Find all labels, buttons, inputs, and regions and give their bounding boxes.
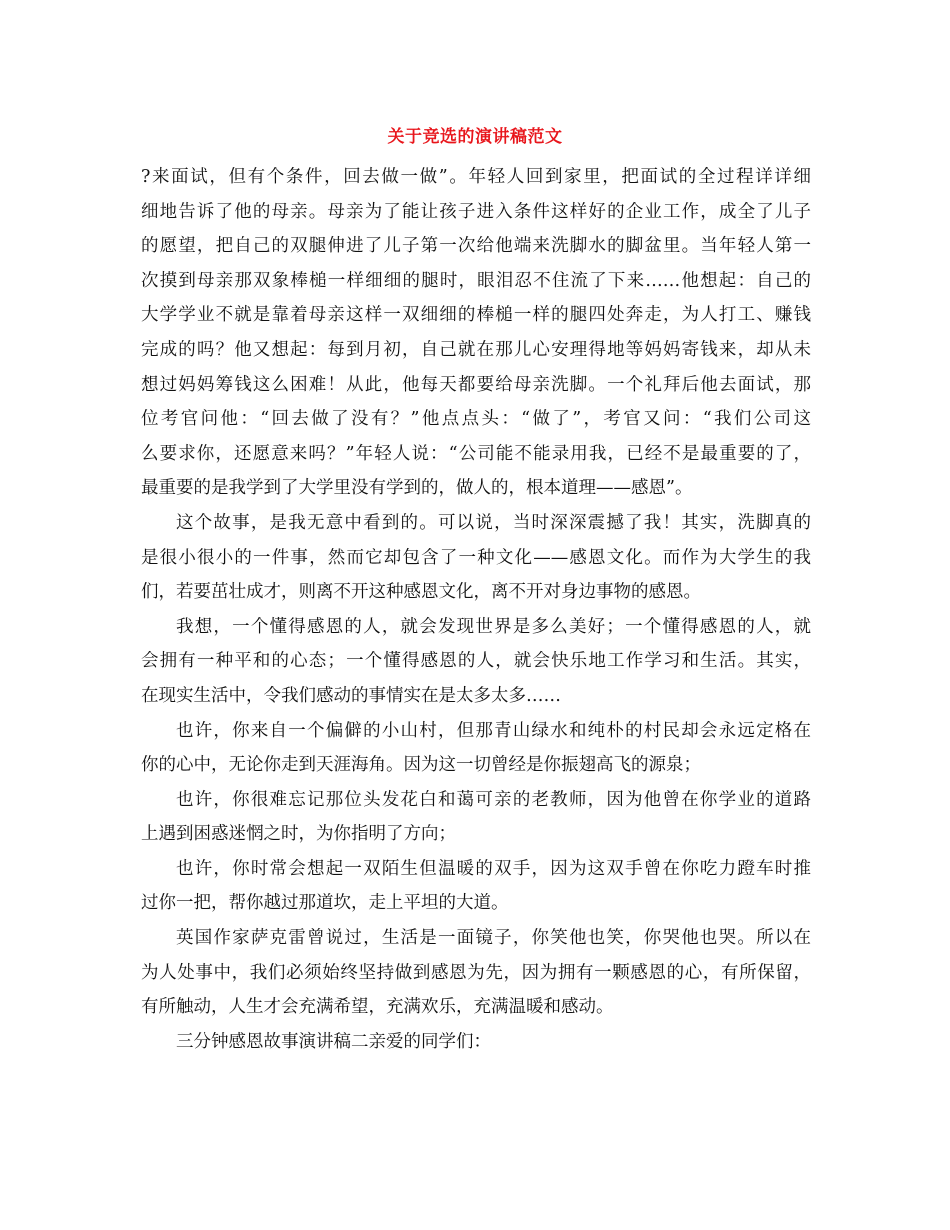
paragraph-6 <box>141 852 811 921</box>
text-line: 次摸到母亲那双象棒槌一样细细的腿时，眼泪忍不住流了下来……他想起：自己的 <box>141 270 811 291</box>
paragraph-4 <box>141 714 811 783</box>
text-line: ?来面试，但有个条件，回去做一做”。年轻人回到家里，把面试的全过程详详细 <box>141 167 811 187</box>
text-line: 细地告诉了他的母亲。母亲为了能让孩子进入条件这样好的企业工作，成全了儿子 <box>141 201 811 222</box>
text-line: 会拥有一种平和的心态；一个懂得感恩的人，就会快乐地工作学习和生活。其实， <box>141 651 811 672</box>
text-line: 过你一把，帮你越过那道坎，走上平坦的大道。 <box>141 893 509 914</box>
text-line: 我想，一个懂得感恩的人，就会发现世界是多么美好；一个懂得感恩的人，就 <box>176 616 811 637</box>
text-line: 上遇到困惑迷惘之时，为你指明了方向； <box>141 824 456 845</box>
paragraph-3 <box>141 610 811 714</box>
paragraph-2 <box>141 506 811 610</box>
text-line: 们，若要茁壮成才，则离不开这种感恩文化，离不开对身边事物的感恩。 <box>141 582 701 603</box>
paragraph-1 <box>141 160 811 506</box>
paragraph-8 <box>141 1025 811 1060</box>
text-line: 这个故事，是我无意中看到的。可以说，当时深深震撼了我！其实，洗脚真的 <box>176 512 811 533</box>
text-line: 完成的吗？他又想起：每到月初，自己就在那儿心安理得地等妈妈寄钱来，却从未 <box>141 339 811 360</box>
text-line: 为人处事中，我们必须始终坚持做到感恩为先，因为拥有一颗感恩的心，有所保留， <box>141 962 811 983</box>
text-line: 也许，你时常会想起一双陌生但温暖的双手，因为这双手曾在你吃力蹬车时推 <box>176 858 811 879</box>
text-line: 大学学业不就是靠着母亲这样一双细细的棒槌一样的腿四处奔走，为人打工、赚钱 <box>141 305 811 326</box>
paragraph-7 <box>141 921 811 1025</box>
text-line: 你的心中，无论你走到天涯海角。因为这一切曾经是你振翅高飞的源泉； <box>141 755 701 776</box>
text-line: 也许，你来自一个偏僻的小山村，但那青山绿水和纯朴的村民却会永远定格在 <box>176 720 811 741</box>
text-line: 三分钟感恩故事演讲稿二亲爱的同学们： <box>176 1031 491 1052</box>
text-line: 位考官问他：“回去做了没有？”他点点头：“做了”，考官又问：“我们公司这 <box>141 409 811 430</box>
text-line: 在现实生活中，令我们感动的事情实在是太多太多…… <box>141 685 561 706</box>
text-line: 想过妈妈筹钱这么困难！从此，他每天都要给母亲洗脚。一个礼拜后他去面试，那 <box>141 374 811 395</box>
text-line: 有所触动，人生才会充满希望，充满欢乐，充满温暖和感动。 <box>141 997 614 1018</box>
document-body <box>141 160 811 1059</box>
text-line: 英国作家萨克雷曾说过，生活是一面镜子，你笑他也笑，你哭他也哭。所以在 <box>176 928 811 949</box>
document-title: 关于竞选的演讲稿范文 <box>387 127 563 147</box>
text-line: 也许，你很难忘记那位头发花白和蔼可亲的老教师，因为他曾在你学业的道路 <box>176 789 811 810</box>
paragraph-5 <box>141 783 811 852</box>
text-line: 是很小很小的一件事，然而它却包含了一种文化——感恩文化。而作为大学生的我 <box>141 547 811 568</box>
text-line: 的愿望，把自己的双腿伸进了儿子第一次给他端来洗脚水的脚盆里。当年轻人第一 <box>141 236 811 257</box>
text-line: 么要求你，还愿意来吗？”年轻人说：“公司能不能录用我，已经不是最重要的了， <box>141 443 811 464</box>
text-line: 最重要的是我学到了大学里没有学到的，做人的，根本道理——感恩”。 <box>141 478 693 499</box>
